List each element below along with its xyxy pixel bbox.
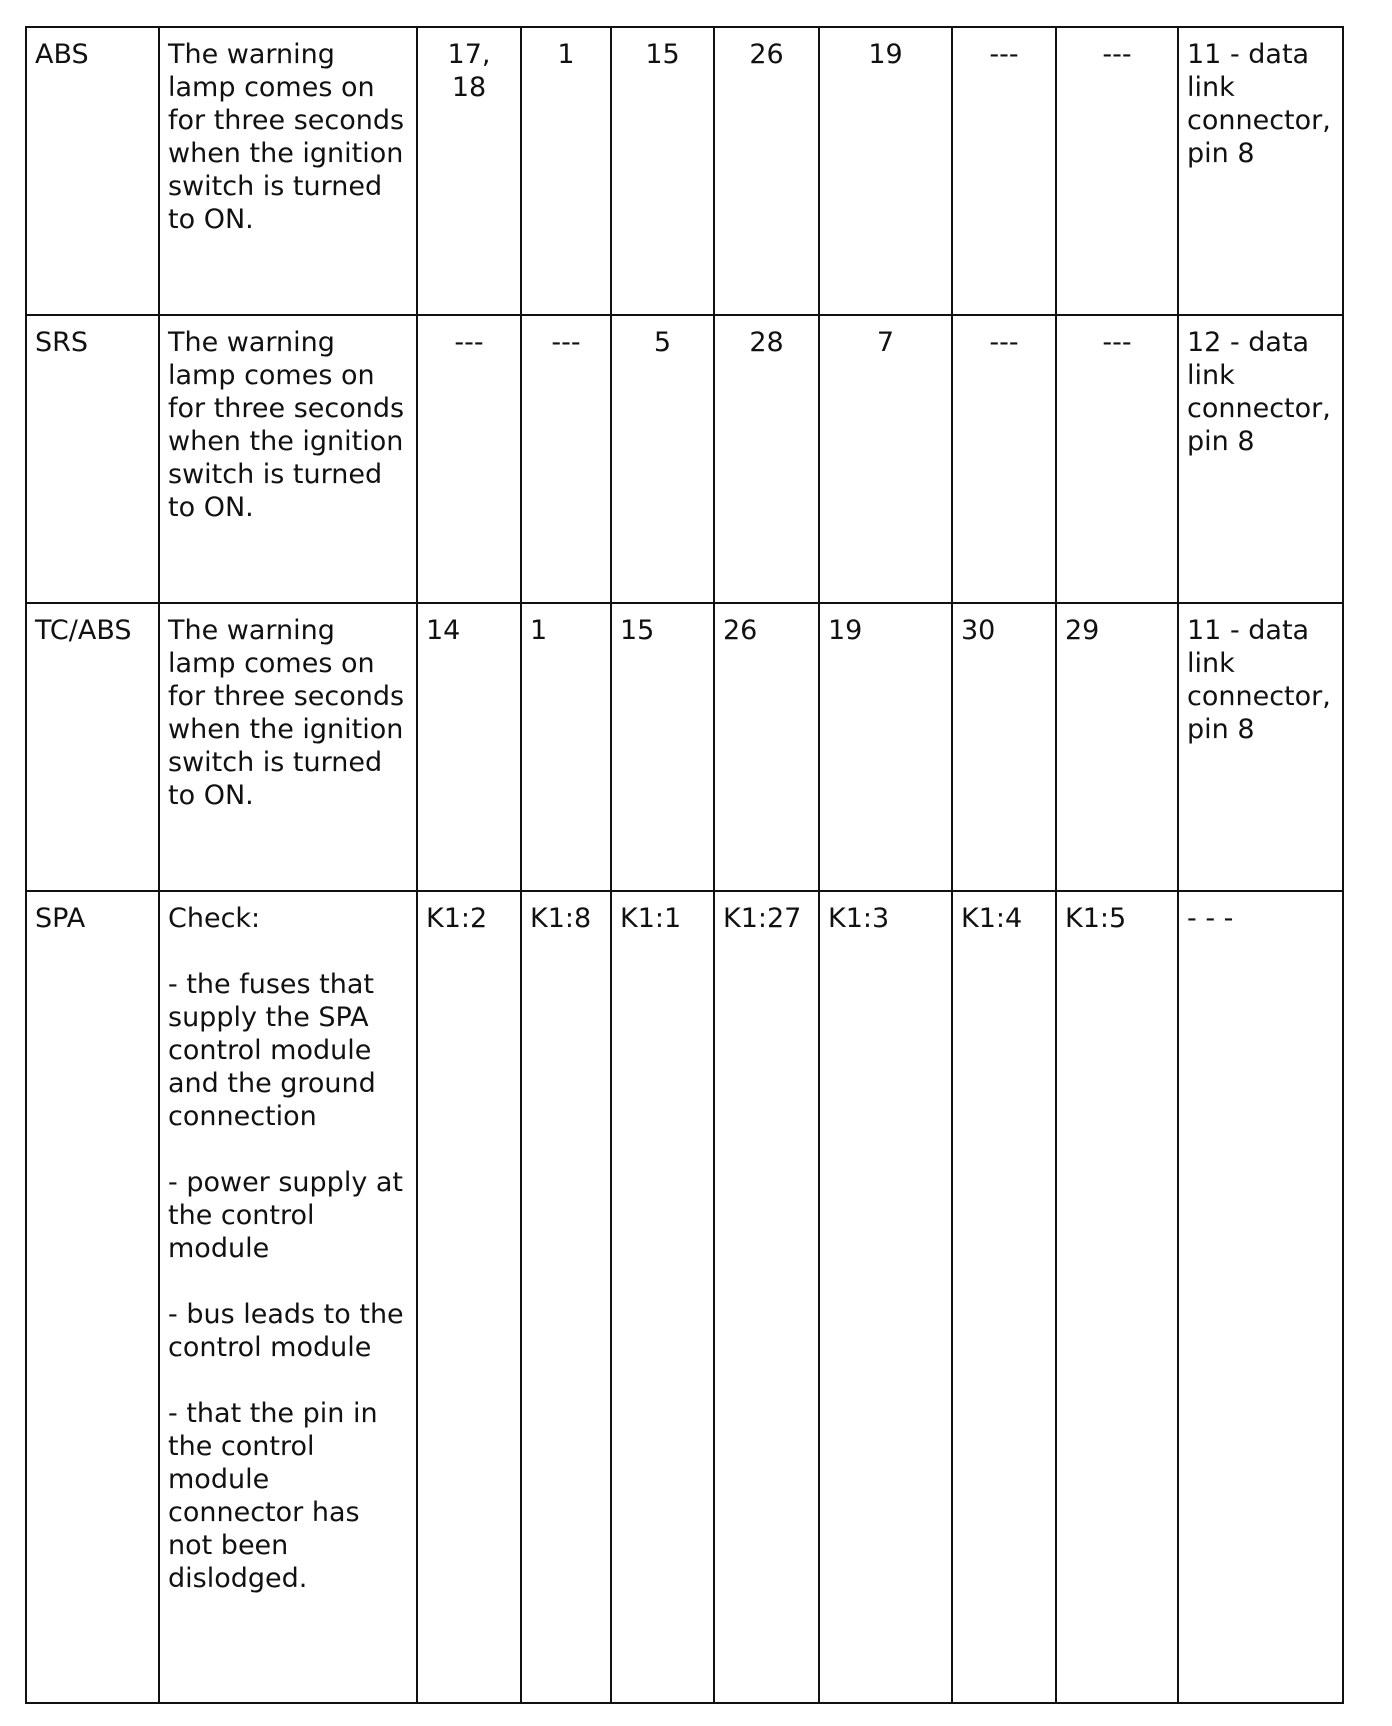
pin-cell: 29 — [1056, 603, 1178, 891]
connector-cell: - - - — [1178, 891, 1343, 1703]
pin-cell: K1:2 — [417, 891, 521, 1703]
description-cell — [159, 27, 417, 315]
pin-cell: 1 — [521, 603, 611, 891]
description-cell — [159, 603, 417, 891]
table-row — [26, 27, 1343, 315]
description-paragraph: The warning lamp comes on for three seconds when the ignition switch is turned to ON. — [168, 39, 405, 235]
pin-cell: K1:8 — [521, 891, 611, 1703]
pin-cell: K1:4 — [952, 891, 1056, 1703]
description-paragraph: - bus leads to the control module — [168, 1299, 404, 1363]
description-cell — [159, 315, 417, 603]
pin-cell: 19 — [819, 27, 952, 315]
pin-cell: --- — [1056, 27, 1178, 315]
table-body — [26, 27, 1343, 1703]
system-cell: SPA — [26, 891, 159, 1703]
pin-cell: K1:5 — [1056, 891, 1178, 1703]
description-paragraph: The warning lamp comes on for three seconds when the ignition switch is turned to ON. — [168, 615, 405, 811]
pin-cell: 7 — [819, 315, 952, 603]
description-paragraph: Check: — [168, 903, 261, 934]
pin-cell: 15 — [611, 27, 714, 315]
table-row — [26, 315, 1343, 603]
pin-cell: 15 — [611, 603, 714, 891]
description-paragraph: - that the pin in the control module connector has not been dislodged. — [168, 1398, 378, 1594]
connector-cell: 11 - data link connector, pin 8 — [1178, 603, 1343, 891]
pin-cell: 5 — [611, 315, 714, 603]
pin-cell: 14 — [417, 603, 521, 891]
description-cell — [159, 891, 417, 1703]
pin-cell: 28 — [714, 315, 819, 603]
table-row — [26, 603, 1343, 891]
pin-cell: 17, 18 — [417, 27, 521, 315]
description-paragraph: - the fuses that supply the SPA control module and the ground connection — [168, 969, 376, 1132]
system-cell: TC/ABS — [26, 603, 159, 891]
pin-cell: 19 — [819, 603, 952, 891]
connector-cell: 12 - data link connector, pin 8 — [1178, 315, 1343, 603]
system-cell: ABS — [26, 27, 159, 315]
connector-cell: 11 - data link connector, pin 8 — [1178, 27, 1343, 315]
pin-cell: --- — [521, 315, 611, 603]
pin-cell: --- — [952, 27, 1056, 315]
pin-cell: --- — [1056, 315, 1178, 603]
pin-cell: K1:1 — [611, 891, 714, 1703]
pin-cell: K1:3 — [819, 891, 952, 1703]
description-paragraph: - power supply at the control module — [168, 1167, 404, 1264]
pin-cell: 1 — [521, 27, 611, 315]
pin-cell: --- — [417, 315, 521, 603]
pin-cell: 26 — [714, 27, 819, 315]
diagnostic-table — [25, 26, 1344, 1704]
pin-cell: 26 — [714, 603, 819, 891]
pin-cell: 30 — [952, 603, 1056, 891]
table-row — [26, 891, 1343, 1703]
description-paragraph: The warning lamp comes on for three seconds when the ignition switch is turned to ON. — [168, 327, 405, 523]
pin-cell: --- — [952, 315, 1056, 603]
pin-cell: K1:27 — [714, 891, 819, 1703]
system-cell: SRS — [26, 315, 159, 603]
